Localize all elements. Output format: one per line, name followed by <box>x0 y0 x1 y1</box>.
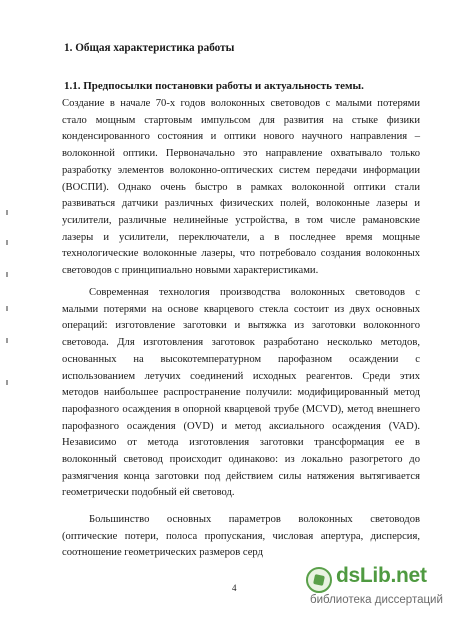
paragraph-2 <box>62 285 420 502</box>
text-line: основанных на высокотемпературном парофазном осаждении с <box>62 353 420 365</box>
subsection-heading: 1.1. Предпосылки постановки работы и актуальность темы. <box>64 80 364 92</box>
text-line: малыми потерями на основе кварцевого стекла состоит из двух основных <box>62 303 420 315</box>
text-line: Независимо от метода изготовления заготовки трансформация ее в <box>62 437 420 449</box>
page-number: 4 <box>232 583 237 593</box>
book-icon <box>306 567 332 593</box>
text-line: операций: изготовление заготовки и вытяжка из заготовки волоконного <box>62 320 420 332</box>
text-line: технологические волоконные лазеры, что потребовало создания волоконных <box>62 248 420 260</box>
text-line: волоконной оптики. Первоначально это направление охватывало только <box>62 148 420 160</box>
text-line: размягчения конца заготовки под действием силы натяжения вытягивается <box>62 470 420 482</box>
text-line: парофазного осаждения (OVD) и метод аксиального осаждения (VAD). <box>62 420 420 432</box>
text-line: (ВОСПИ). Однако очень быстро в рамках волоконной оптики стали <box>62 181 420 193</box>
text-line: разработку элементов волоконно-оптических систем передачи информации <box>62 164 420 176</box>
text-line: стало мощным стартовым импульсом для развития на стыке физики <box>62 114 420 126</box>
watermark-name: dsLib.net <box>336 564 427 587</box>
text-line: усилители, различные нелинейные устройства, в том числе рамановские <box>62 214 420 226</box>
paragraph-1 <box>62 96 420 280</box>
watermark-fade <box>300 552 450 562</box>
text-line: Создание в начале 70-х годов волоконных световодов с малыми потерями <box>62 98 420 109</box>
text-line: конденсированного состояния и оптики нового научного направления – <box>62 131 420 143</box>
text-line: геометрически подобный ей световод. <box>62 487 235 499</box>
text-line: использованием летучих соединений исходных реагентов. Среди этих <box>62 370 420 382</box>
scan-margin-marks <box>6 210 12 410</box>
text-line: (оптические потери, полоса пропускания, числовая апертура, дисперсия, <box>62 530 420 542</box>
text-line: Современная технология производства волоконных световодов с <box>89 287 420 298</box>
text-line: волоконный световод происходит одинаково: из локально разогретого до <box>62 454 420 466</box>
text-line: парофазного осаждения в опорной кварцевой трубе (MCVD), метод внешнего <box>62 403 420 415</box>
text-line: методов наибольшее распространение получили: модифицированный метод <box>62 387 420 399</box>
text-line: световода. Для изготовления заготовок разработано несколько методов, <box>62 337 420 349</box>
watermark[interactable] <box>306 563 446 611</box>
text-line: Большинство основных параметров волоконных световодов <box>89 514 420 525</box>
text-line: развиваться датчики различных физических полей, волоконные лазеры и <box>62 198 420 210</box>
text-line: соотношение геометрических размеров серд <box>62 547 263 559</box>
section-heading: 1. Общая характеристика работы <box>64 42 235 54</box>
watermark-subtitle: библиотека диссертаций <box>310 594 443 606</box>
text-line: лазеры и усилители, переключатели, а в последнее время мощные <box>62 231 420 243</box>
text-line: световодов с принципиально новыми характеристиками. <box>62 265 319 277</box>
